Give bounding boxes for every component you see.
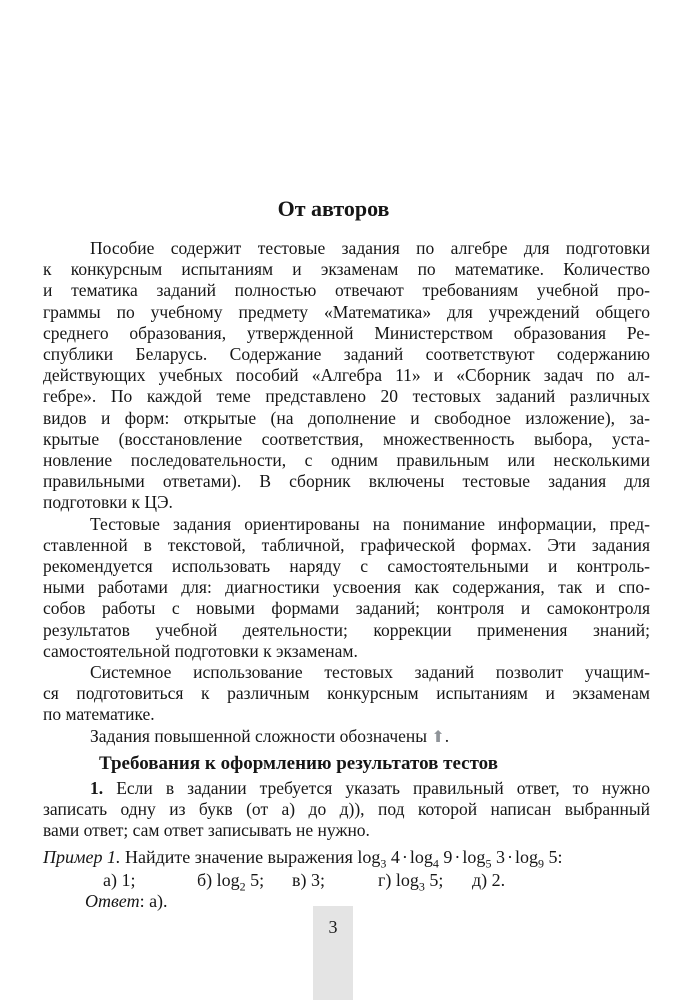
page-number-bar (313, 906, 353, 1000)
text-line: собов работы с новыми формами заданий; контроля и самоконтроля (43, 598, 650, 619)
text-line: по математике. (43, 704, 155, 725)
text-line: ся подготовиться к различным конкурсным испытаниям и экзаменам (43, 683, 650, 704)
example-label: Пример 1. (43, 847, 121, 868)
text-line: Пособие содержит тестовые задания по алгебре для подготовки (90, 238, 650, 258)
text-line: среднего образования, утвержденной Министерством образования Ре- (43, 322, 650, 343)
text-line: Системное использование тестовых заданий позволит учащим- (90, 662, 650, 683)
text-line: вами ответ; сам ответ записывать не нужно. (43, 820, 370, 841)
text-line: видов и форм: открытые (на дополнение и свободное изложение), за- (43, 407, 650, 428)
log-sub: 3 (380, 857, 387, 872)
text-line: Тестовые задания ориентированы на понимание информации, пред- (90, 513, 650, 534)
paragraph (43, 238, 650, 514)
text-line: правильными ответами). В сборник включены тестовые задания для (43, 471, 650, 492)
text-line: граммы по учебному предмету «Математика» для учреждений общего (43, 301, 650, 322)
example-intro: Найдите значение выражения (124, 847, 353, 868)
text-line (43, 778, 650, 799)
log-word: log (514, 847, 538, 868)
page-content (43, 0, 650, 912)
rule-item-number: 1. (90, 777, 104, 798)
answer-label: Ответ (85, 890, 140, 911)
text-line: гебре». По каждой теме представлено 20 тестовых заданий различных (43, 386, 650, 407)
answer-option: д) 2. (472, 869, 506, 890)
answer-option: б) $\log_2 5$; (197, 869, 265, 894)
page-number: 3 (328, 917, 338, 937)
paragraph (43, 726, 650, 747)
log-word: log (462, 847, 486, 868)
page-title: От авторов (277, 196, 390, 221)
text-line: ными работами для: диагностики усвоения как содержания, так и спо- (43, 577, 650, 598)
text-line: самостоятельной подготовки к экзаменам. (43, 640, 358, 661)
paragraph (43, 778, 650, 842)
example-line (43, 847, 650, 872)
section-heading: Требования к оформлению результатов тестов (99, 752, 498, 774)
text-line: спублики Беларусь. Содержание заданий соответствуют содержанию (43, 344, 650, 365)
log-word: log (409, 847, 433, 868)
text-line: подготовки к ЦЭ. (43, 492, 173, 513)
log-arg: 5 (548, 847, 558, 868)
text-line: записать одну из букв (от а) до д)), под которой написан выбранный (43, 799, 650, 820)
multiply-dot: · (506, 847, 513, 868)
log-arg: 4 (390, 847, 400, 868)
log-sub: 9 (537, 857, 544, 872)
text-line: действующих учебных пособий «Алгебра 11» и «Сборник задач по ал- (43, 365, 650, 386)
log-sub: 4 (432, 857, 439, 872)
text-line: рекомендуется использовать наряду с самостоятельными и контроль- (43, 556, 650, 577)
log-word: log (357, 847, 381, 868)
text-line: и тематика заданий полностью отвечают требованиям учебной про- (43, 280, 650, 301)
text-line: ставленной в текстовой, табличной, графической формах. Эти задания (43, 534, 650, 555)
log-sub: 5 (485, 857, 492, 872)
answer-option: г) $\log_3 5$; (378, 869, 444, 894)
answer-option: а) 1; (103, 869, 136, 890)
multiply-dot: · (401, 847, 408, 868)
body-text (43, 238, 650, 912)
marker-note-text: Задания повышенной сложности обозначены (90, 725, 428, 746)
log-arg: 3 (495, 847, 505, 868)
paragraph (43, 662, 650, 726)
answer-value: : а). (139, 890, 168, 911)
multiply-dot: · (454, 847, 461, 868)
difficulty-up-arrow-icon: ⬆ (431, 726, 445, 746)
text-line: результатов учебной деятельности; коррекции применения знаний; (43, 619, 650, 640)
marker-note-period: . (444, 725, 450, 746)
log-expression (357, 847, 558, 872)
answer-option: в) 3; (292, 869, 326, 890)
text-line: новление последовательности, с одним правильным или несколькими (43, 450, 650, 471)
text-line: крытые (восстановление соответствия, множественность выбора, уста- (43, 428, 650, 449)
rule-text: Если в задании требуется указать правильный ответ, то нужно (116, 777, 651, 798)
text-line: к конкурсным испытаниям и экзаменам по математике. Количество (43, 259, 650, 280)
answer-options (43, 869, 650, 894)
colon: : (557, 847, 563, 868)
text-line (43, 726, 650, 747)
log-arg: 9 (443, 847, 453, 868)
paragraph (43, 514, 650, 662)
